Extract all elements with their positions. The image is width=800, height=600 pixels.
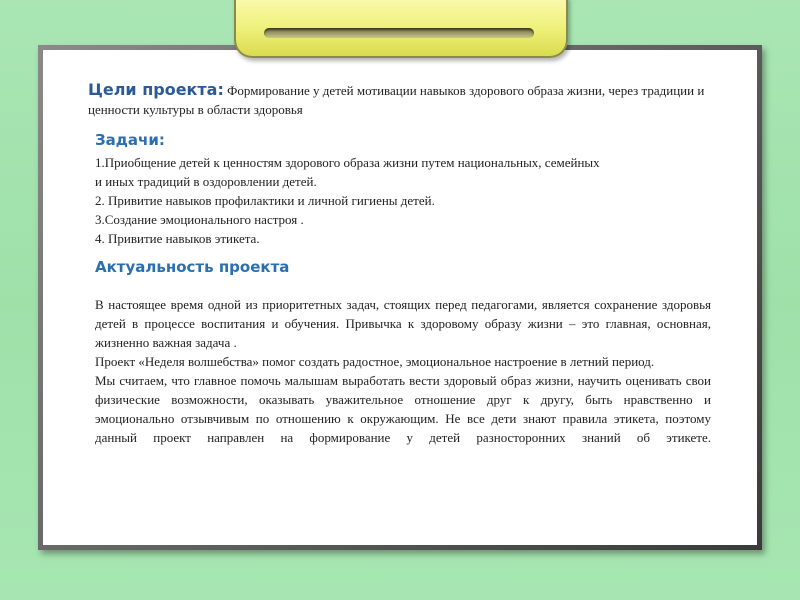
task-item: 3.Создание эмоционального настроя . <box>95 212 304 227</box>
relevance-paragraph: Проект «Неделя волшебства» помог создать радостное, эмоциональное настроение в летний период. <box>95 354 655 369</box>
relevance-paragraph: В настоящее время одной из приоритетных задач, стоящих перед педагогами, является сохранение здоровья детей в процессе воспитания и обучения. Привычка к здоровому образу жизни – это главная, основная, жизненно важная задача . <box>95 297 711 350</box>
relevance-section <box>95 258 711 447</box>
relevance-heading: Актуальность проекта <box>95 258 290 276</box>
tab-slot <box>264 28 534 38</box>
folder-tab <box>234 0 568 58</box>
task-item: 1.Приобщение детей к ценностям здорового образа жизни путем национальных, семейных <box>95 155 600 170</box>
tasks-heading: Задачи: <box>95 131 165 149</box>
tasks-section <box>95 131 728 248</box>
slide-content <box>88 80 728 447</box>
goal-paragraph <box>88 80 728 119</box>
task-item: 2. Привитие навыков профилактики и личной гигиены детей. <box>95 193 435 208</box>
relevance-paragraph: Мы считаем, что главное помочь малышам выработать вести здоровый образ жизни, научить оценивать свои физические возможности, оказывать уважительное отношение друг к другу, быть нравственно и эмоционально отзывчивым по отношению к окружающим. Не все дети знают правила этикета, поэтому данный проект направлен на формирование у детей разносторонних знаний об этикете. <box>95 373 711 445</box>
goal-text: Формирование у детей мотивации навыков здорового образа жизни, через традиции и ценности культуры в области здоровья <box>88 83 705 117</box>
task-item: 4. Привитие навыков этикета. <box>95 231 260 246</box>
task-item: и иных традиций в оздоровлении детей. <box>95 174 317 189</box>
goal-label: Цели проекта: <box>88 80 224 99</box>
